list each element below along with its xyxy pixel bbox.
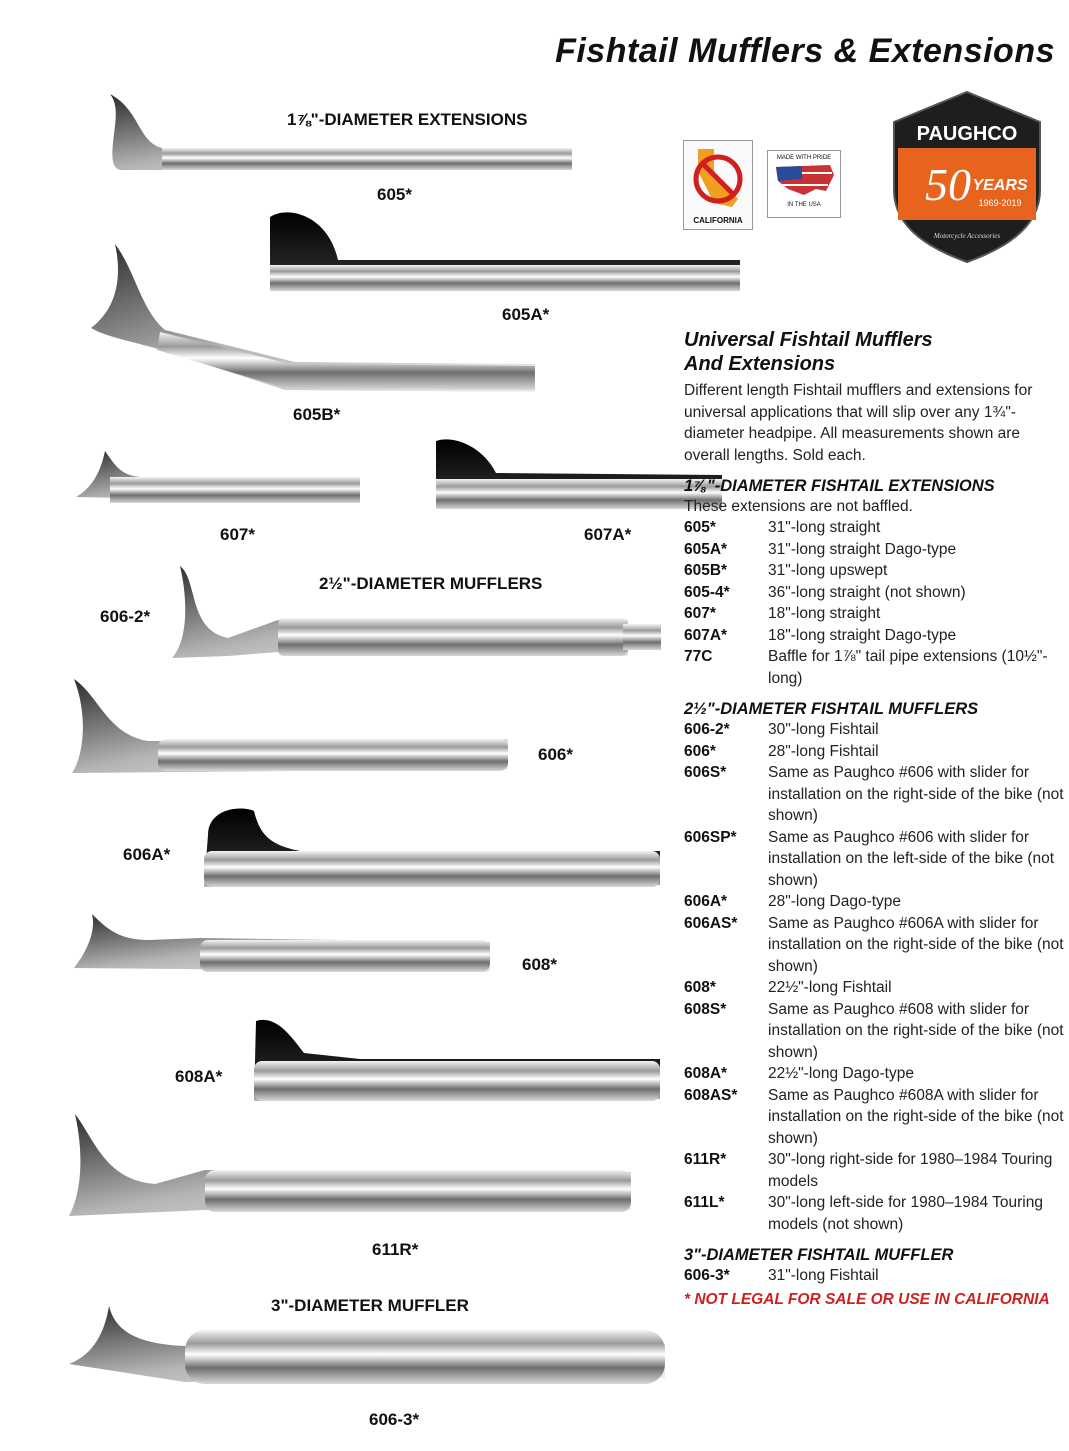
extensions-heading: 1⅞"-DIAMETER EXTENSIONS: [287, 110, 528, 129]
part-code: 611L*: [684, 1194, 725, 1211]
part-row: [684, 1265, 1069, 1287]
section-heading: 2½"-DIAMETER FISHTAIL MUFFLERS: [684, 700, 979, 718]
part-description: Same as Paughco #606A with slider for installation on the right-side of the bike (not shown): [768, 914, 1064, 975]
part-row: [684, 891, 1069, 913]
paughco-years: YEARS: [972, 177, 1028, 194]
usa-badge: [767, 150, 841, 218]
part-description: 28"-long Fishtail: [768, 742, 879, 760]
paughco-range: 1969-2019: [978, 198, 1022, 208]
part-code: 608A*: [684, 1065, 728, 1082]
svg-text:50: 50: [925, 159, 971, 210]
part-row: [684, 977, 1069, 999]
part-row: [684, 719, 1069, 741]
part-row: [684, 1192, 1069, 1235]
part-row: [684, 1085, 1069, 1150]
part-code: 607*: [684, 605, 716, 622]
part-description: 31"-long straight: [768, 519, 881, 536]
part-code: 606A*: [684, 893, 728, 910]
part-code: 608*: [684, 979, 716, 996]
usa-bottom-text: IN THE USA: [787, 202, 821, 208]
part-code: 608S*: [684, 1000, 727, 1018]
section-heading: 1⅞"-DIAMETER FISHTAIL EXTENSIONS: [684, 477, 995, 495]
part-row: [684, 1149, 1069, 1192]
info-heading-2: And Extensions: [684, 353, 836, 375]
california-badge: [683, 140, 753, 230]
part-row: [684, 625, 1069, 647]
part-code: 605-4*: [684, 583, 730, 601]
section-note: These extensions are not baffled.: [684, 498, 913, 515]
part-description: 31"-long straight Dago-type: [768, 540, 957, 558]
label-607a: 607A*: [584, 525, 632, 544]
sections-list: [684, 476, 1069, 1287]
part-row: [684, 517, 1069, 539]
usa-flag-icon: [768, 161, 840, 197]
california-label: CALIFORNIA: [693, 216, 743, 225]
part-description: 31"-long upswept: [768, 562, 888, 579]
part-code: 606-2*: [684, 721, 730, 738]
part-code: 605B*: [684, 562, 728, 579]
pipe-608a-image: [250, 1015, 665, 1105]
label-606-3: 606-3*: [369, 1410, 420, 1429]
part-description: 22½"-long Fishtail: [768, 979, 892, 996]
part-row: [684, 646, 1069, 689]
part-code: 611R*: [684, 1151, 727, 1168]
pipe-605-image: [100, 90, 580, 180]
label-605: 605*: [377, 185, 412, 204]
part-row: [684, 999, 1069, 1064]
label-608a: 608A*: [175, 1067, 223, 1086]
part-description: 31"-long Fishtail: [768, 1267, 879, 1284]
part-row: [684, 827, 1069, 892]
part-code: 607A*: [684, 626, 728, 644]
label-607: 607*: [220, 525, 255, 544]
part-description: Same as Paughco #608A with slider for installation on the right-side of the bike (not shown): [768, 1086, 1064, 1147]
part-description: 18"-long straight: [768, 605, 881, 622]
label-611r: 611R*: [372, 1240, 419, 1259]
part-row: [684, 603, 1069, 625]
part-row: [684, 539, 1069, 561]
label-606a: 606A*: [123, 845, 171, 864]
three-inch-heading: 3"-DIAMETER MUFFLER: [271, 1296, 469, 1315]
pipe-606-2-image: [168, 560, 668, 665]
page-title: Fishtail Mufflers & Extensions: [555, 32, 1055, 70]
label-605b: 605B*: [293, 405, 341, 424]
part-code: 606-3*: [684, 1267, 730, 1284]
pipe-606-3-image: [65, 1300, 670, 1395]
part-description: Baffle for 1⅞" tail pipe extensions (10½"-long): [768, 648, 1048, 687]
part-code: 77C: [684, 648, 713, 665]
no-california-icon: [684, 141, 752, 211]
part-description: 30"-long Fishtail: [768, 721, 879, 738]
mufflers-heading: 2½"-DIAMETER MUFFLERS: [319, 574, 543, 593]
pipe-606-image: [68, 675, 520, 775]
info-description: Different length Fishtail mufflers and extensions for universal applications that will slip over any 1¾"-diameter headpipe. All measurements shown are overall lengths. Sold each.: [684, 382, 1033, 464]
part-row: [684, 582, 1069, 604]
part-code: 606AS*: [684, 914, 738, 932]
part-code: 608AS*: [684, 1086, 738, 1104]
paughco-tag: Motorcycle Accessories: [933, 232, 1001, 240]
label-608: 608*: [522, 955, 557, 974]
part-description: Same as Paughco #608 with slider for installation on the right-side of the bike (not shown): [768, 1000, 1064, 1061]
part-description: Same as Paughco #606 with slider for installation on the left-side of the bike (not shown): [768, 828, 1055, 889]
part-code: 606*: [684, 742, 716, 760]
part-code: 606SP*: [684, 828, 737, 846]
part-code: 606S*: [684, 764, 727, 781]
part-description: 18"-long straight Dago-type: [768, 626, 957, 644]
part-description: Same as Paughco #606 with slider for installation on the right-side of the bike (not shown): [768, 764, 1064, 824]
part-row: [684, 913, 1069, 978]
label-606: 606*: [538, 745, 573, 764]
pipe-611r-image: [65, 1110, 640, 1225]
part-code: 605A*: [684, 540, 728, 558]
part-description: 36"-long straight (not shown): [768, 583, 966, 601]
part-description: 22½"-long Dago-type: [768, 1065, 914, 1082]
label-605a: 605A*: [502, 305, 550, 324]
section-heading: 3"-DIAMETER FISHTAIL MUFFLER: [684, 1246, 954, 1264]
info-heading-1: Universal Fishtail Mufflers: [684, 329, 933, 351]
part-description: 30"-long left-side for 1980–1984 Touring models (not shown): [768, 1194, 1043, 1233]
pipe-605b-image: [85, 240, 545, 400]
part-code: 605*: [684, 519, 716, 536]
paughco-name: PAUGHCO: [916, 123, 1018, 145]
pipe-606a-image: [200, 805, 665, 890]
part-row: [684, 560, 1069, 582]
pipe-607a-image: [432, 435, 727, 515]
usa-top-text: MADE WITH PRIDE: [776, 155, 832, 161]
part-description: 30"-long right-side for 1980–1984 Touring models: [768, 1151, 1053, 1190]
product-info: [684, 328, 1069, 1309]
label-606-2: 606-2*: [100, 607, 151, 626]
pipe-608-image: [70, 910, 495, 980]
part-description: 28"-long Dago-type: [768, 893, 902, 910]
part-row: [684, 1063, 1069, 1085]
part-row: [684, 762, 1069, 827]
pipe-607-image: [70, 445, 365, 510]
part-row: [684, 741, 1069, 763]
california-warning: * NOT LEGAL FOR SALE OR USE IN CALIFORNIA: [684, 1290, 1050, 1308]
paughco-logo: [890, 90, 1045, 265]
